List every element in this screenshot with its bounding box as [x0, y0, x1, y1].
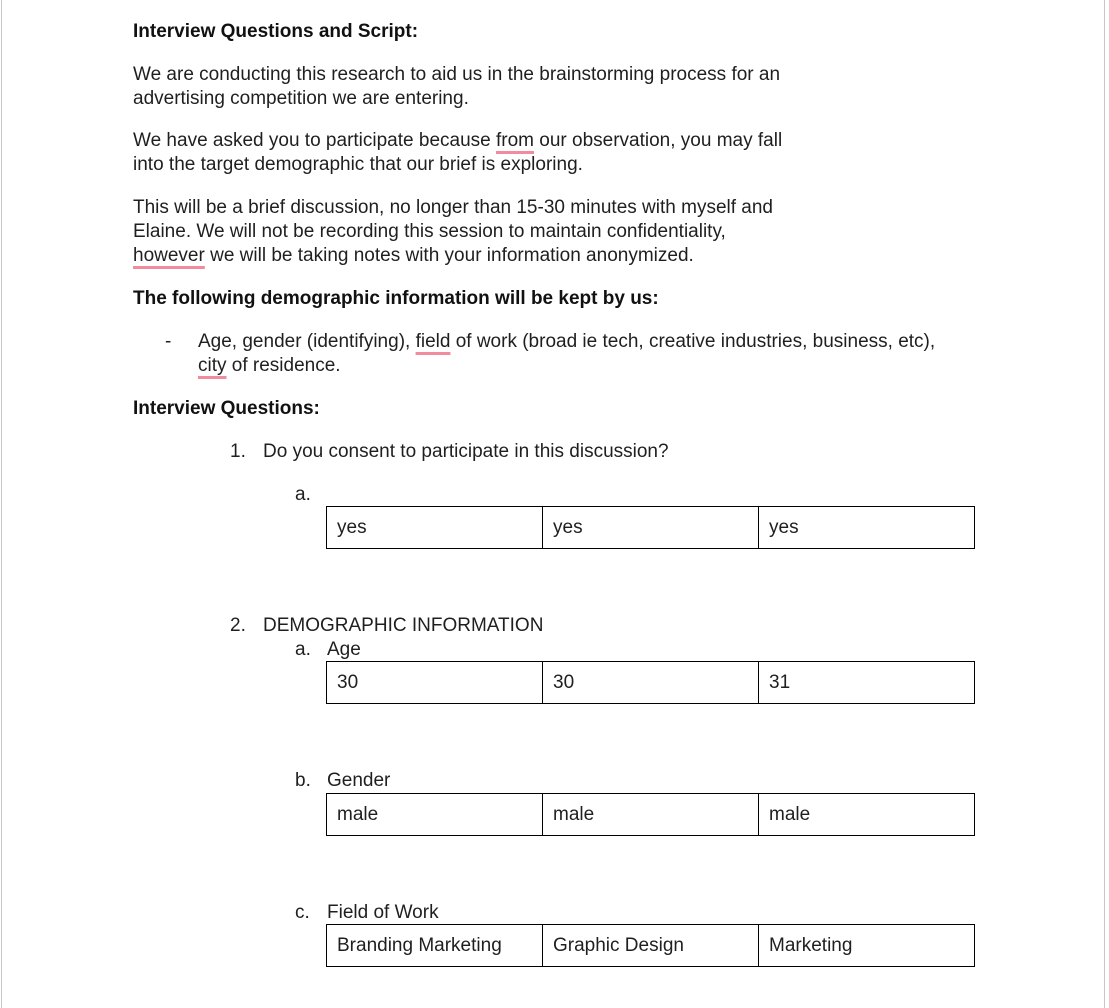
spellcheck-word[interactable]: field: [415, 331, 451, 352]
text-segment: Age, gender (identifying),: [198, 331, 416, 352]
paragraph-logistics-line-2: Elaine. We will not be recording this session to maintain confidentiality,: [133, 221, 726, 242]
text-segment: we will be taking notes with your information anonymized.: [204, 245, 694, 266]
paragraph-participation-line-2: into the target demographic that our brief is exploring.: [133, 154, 583, 175]
spellcheck-word[interactable]: from: [496, 130, 534, 151]
consent-answers-table: [326, 506, 975, 549]
field-of-work-answers-table: [326, 924, 975, 967]
question-2a-text: Age: [327, 639, 361, 660]
bullet-line-1: [198, 330, 935, 354]
table-cell[interactable]: Marketing: [759, 925, 975, 967]
age-answers-table: [326, 661, 975, 704]
table-row: [327, 662, 975, 704]
question-2c-text: Field of Work: [327, 902, 439, 923]
table-row: [327, 507, 975, 549]
table-cell[interactable]: 30: [327, 662, 543, 704]
paragraph-purpose-line-1: We are conducting this research to aid us in the brainstorming process for an: [133, 64, 781, 85]
question-1-number: 1.: [230, 441, 246, 462]
table-row: [327, 925, 975, 967]
spellcheck-word[interactable]: city: [198, 355, 227, 376]
table-cell[interactable]: 31: [759, 662, 975, 704]
table-cell[interactable]: male: [543, 794, 759, 836]
question-1a-label: a.: [295, 484, 311, 505]
text-segment: of work (broad ie tech, creative industries, business, etc),: [450, 331, 936, 352]
spellcheck-word[interactable]: however: [133, 245, 205, 266]
question-2-number: 2.: [230, 615, 246, 636]
table-cell[interactable]: yes: [327, 507, 543, 549]
table-cell[interactable]: 30: [543, 662, 759, 704]
question-2a-label: a.: [295, 639, 311, 660]
table-cell[interactable]: male: [327, 794, 543, 836]
table-cell[interactable]: Graphic Design: [543, 925, 759, 967]
paragraph-purpose-line-2: advertising competition we are entering.: [133, 88, 469, 109]
question-1-text: Do you consent to participate in this discussion?: [263, 441, 669, 462]
document-page: [1, 0, 1105, 1008]
questions-heading: Interview Questions:: [133, 398, 320, 419]
script-heading: Interview Questions and Script:: [133, 21, 419, 42]
question-2c-label: c.: [295, 902, 310, 923]
question-2b-label: b.: [295, 770, 311, 791]
demographic-heading: The following demographic information will be kept by us:: [133, 288, 659, 309]
text-segment: We have asked you to participate because: [133, 130, 496, 151]
paragraph-logistics-line-3: [133, 244, 694, 268]
table-row: [327, 794, 975, 836]
table-cell[interactable]: yes: [543, 507, 759, 549]
text-segment: our observation, you may fall: [534, 130, 783, 151]
question-2-text: DEMOGRAPHIC INFORMATION: [263, 615, 544, 636]
bullet-marker: -: [165, 331, 172, 352]
paragraph-logistics-line-1: This will be a brief discussion, no longer than 15-30 minutes with myself and: [133, 197, 773, 218]
bullet-line-2: [198, 354, 341, 378]
paragraph-participation-line-1: [133, 129, 782, 153]
table-cell[interactable]: yes: [759, 507, 975, 549]
table-cell[interactable]: Branding Marketing: [327, 925, 543, 967]
gender-answers-table: [326, 793, 975, 836]
question-2b-text: Gender: [327, 770, 391, 791]
table-cell[interactable]: male: [759, 794, 975, 836]
text-segment: of residence.: [226, 355, 341, 376]
